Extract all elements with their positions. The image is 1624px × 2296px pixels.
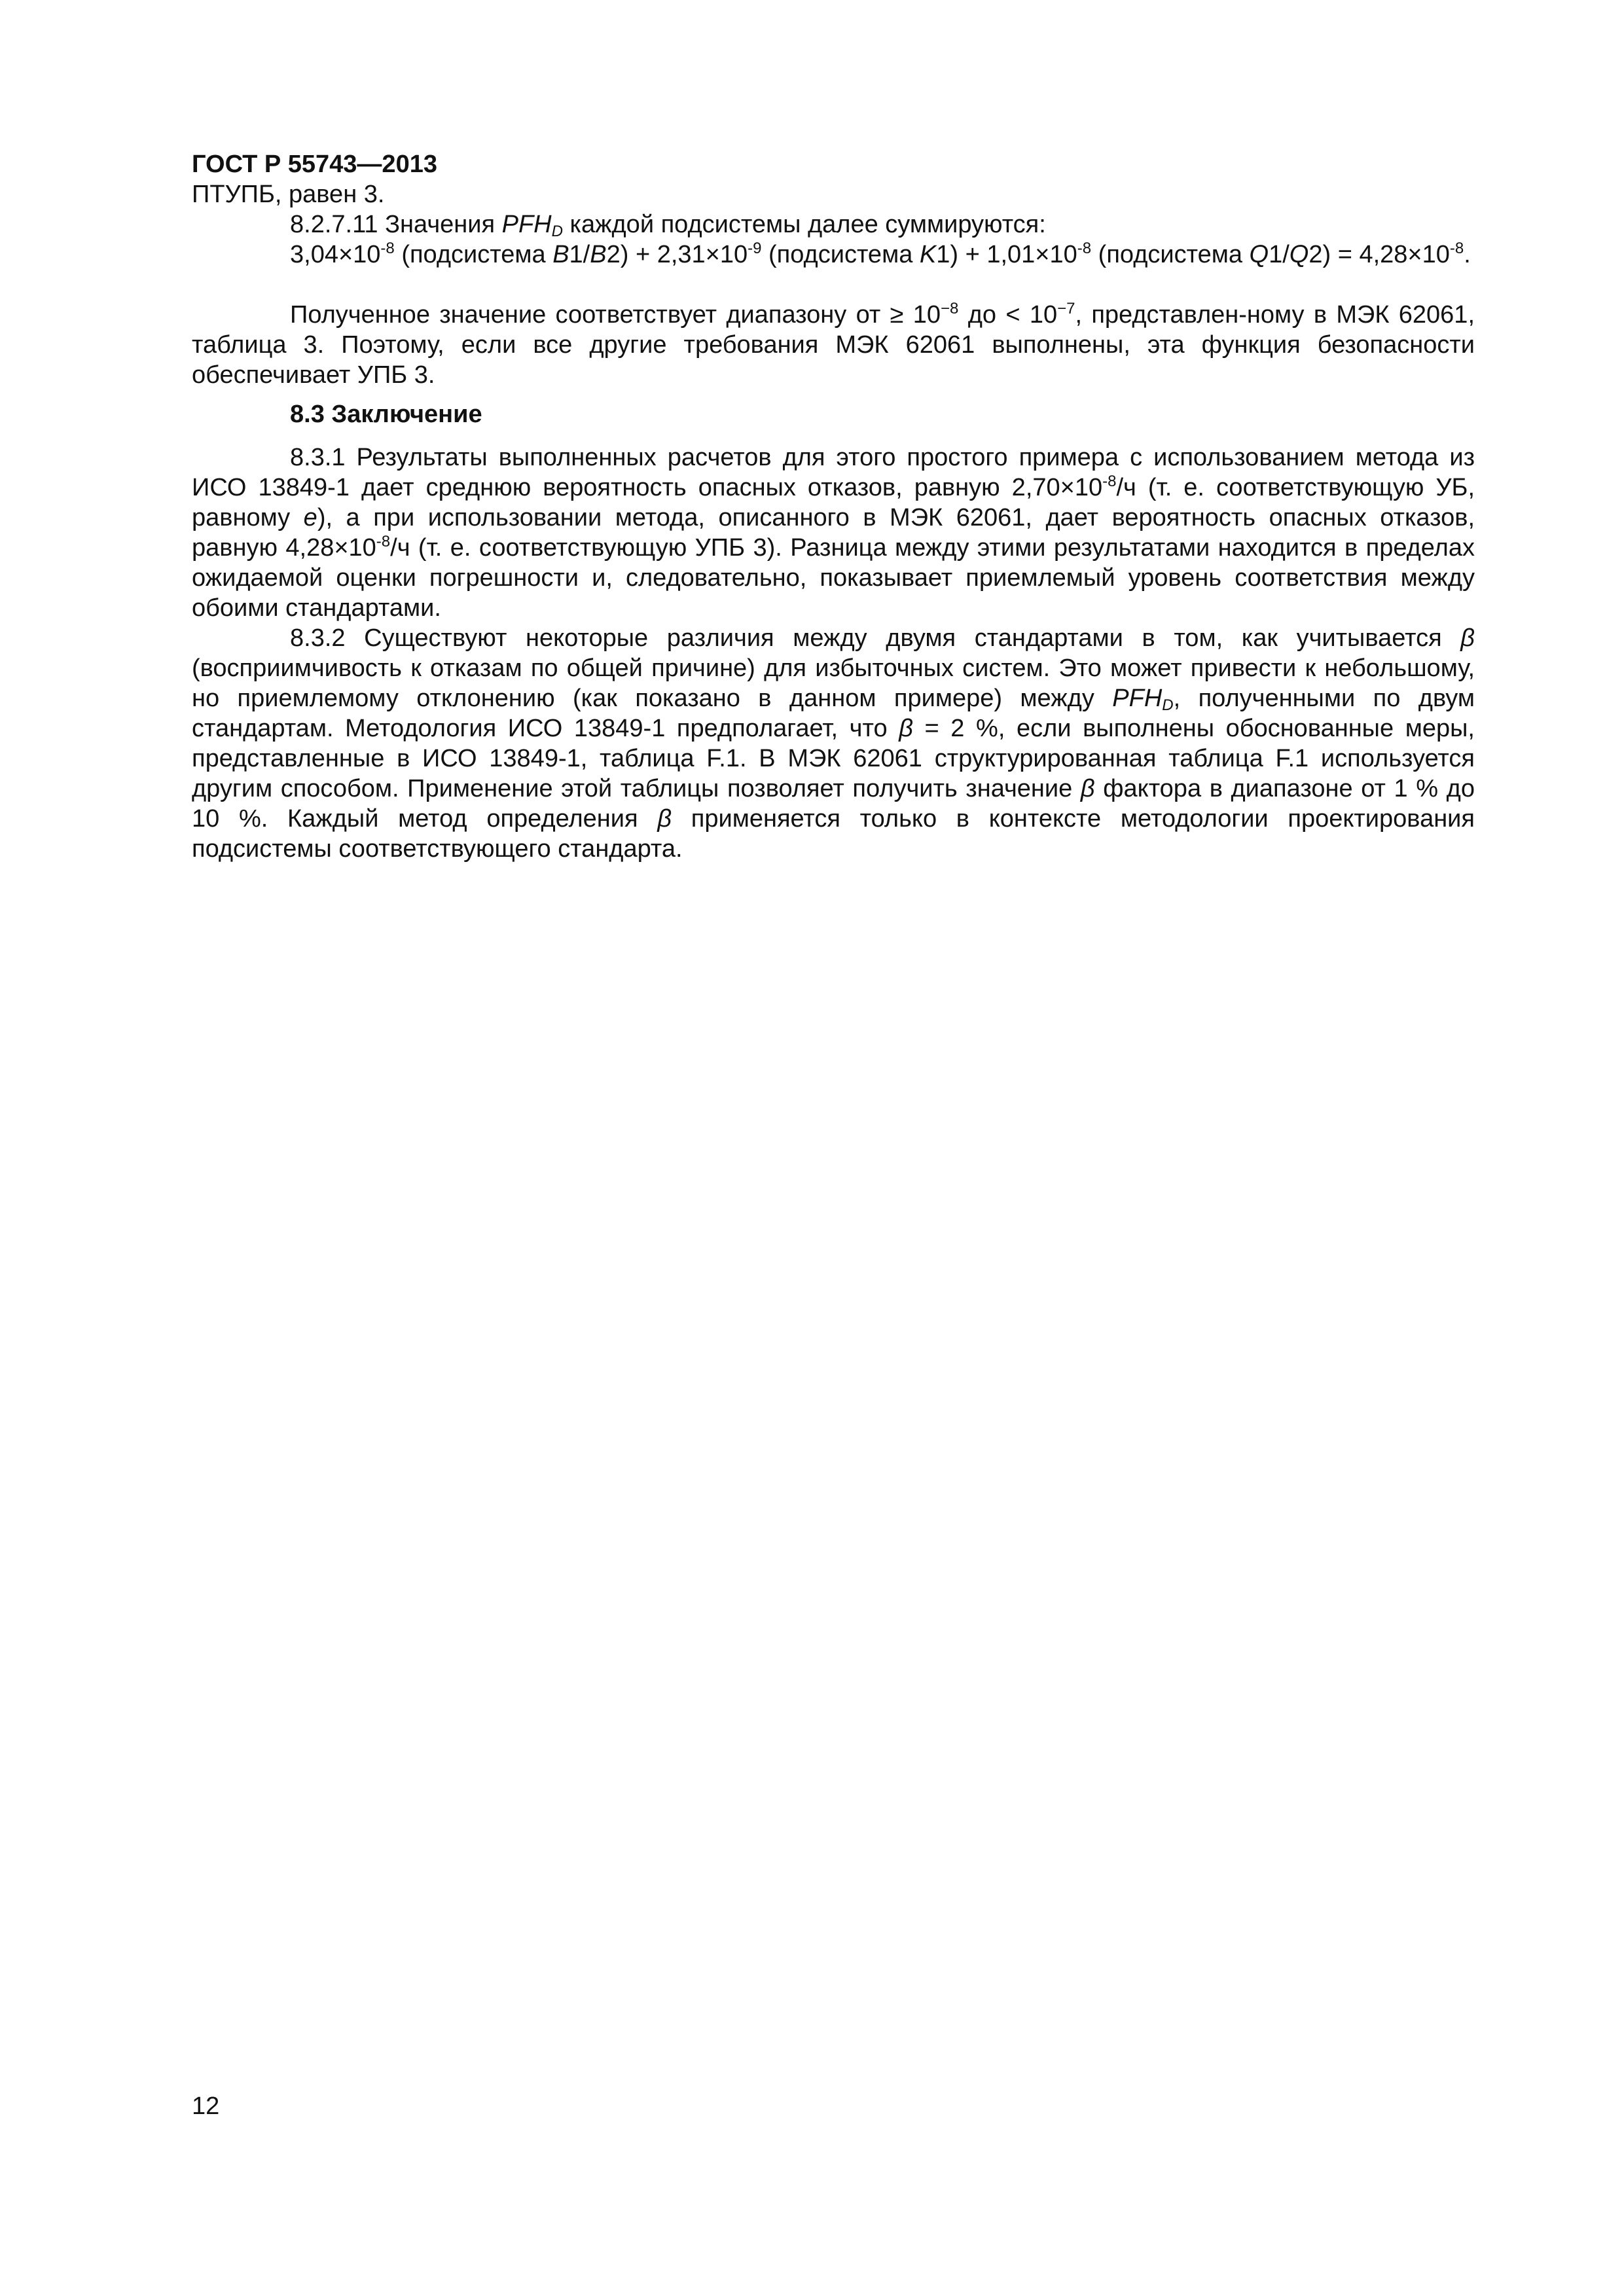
- paragraph-8-2-7-11: 8.2.7.11 Значения $PFH_D$ каждой подсистемы далее суммируются:: [290, 211, 1046, 240]
- paragraph-result: Полученное значение соответствует диапазону от ≥ $10^{-8}$ до < $10^{-7}$, представлен-ному в МЭК 62061, таблица 3. Поэтому, если все другие требования МЭК 62061 выполнены, эта функция безопасности обеспечивает УПБ 3.: [192, 300, 1475, 389]
- paragraph-8-3-2: 8.3.2 Существуют некоторые различия между двумя стандартами в том, как учитывается β (восприимчивость к отказам по общей причине) для избыточных систем. Это может привести к небольшому, но приемлемому отклонению (как показано в данном примере) между $PFH_D$, полученными по двум стандартам. Методология ИСО 13849-1 предполагает, что β = 2 %, если выполнены обоснованные меры, представленные в ИСО 13849-1, таблица F.1. В МЭК 62061 структурированная таблица F.1 используется другим способом. Применение этой таблицы позволяет получить значение β фактора в диапазоне от 1 % до 10 %. Каждый метод определения β применяется только в контексте методологии проектирования подсистемы соответствующего стандарта.: [192, 624, 1475, 863]
- document-body: [192, 149, 1475, 864]
- section-heading-8-3: 8.3 Заключение: [290, 401, 482, 428]
- page-number: 12: [192, 2092, 220, 2120]
- formula-sum: $3,04\times 10^{-8}$ (подсистема $B1/B2) + 2,31\times 10^{-9}$ (подсистема $K1) + 1,01\times 10^{-8}$ (подсистема $Q1/Q2) = 4,28\times 10^{-8}$.: [290, 240, 1471, 268]
- paragraph-continuation: ПТУПБ, равен 3.: [192, 181, 385, 208]
- document-header: ГОСТ Р 55743—2013: [192, 151, 437, 178]
- paragraph-8-3-1: 8.3.1 Результаты выполненных расчетов для этого простого примера с использованием метода из ИСО 13849-1 дает среднюю вероятность опасных отказов, равную $2,70\times 10^{-8}/ч$ (т. е. соответствующую УБ, равному e), а при использовании метода, описанного в МЭК 62061, дает вероятность опасных отказов, равную $4,28\times 10^{-8}/ч$ (т. е. соответствующую УПБ 3). Разница между этими результатами находится в пределах ожидаемой оценки погрешности и, следовательно, показывает приемлемый уровень соответствия между обоими стандартами.: [192, 444, 1475, 622]
